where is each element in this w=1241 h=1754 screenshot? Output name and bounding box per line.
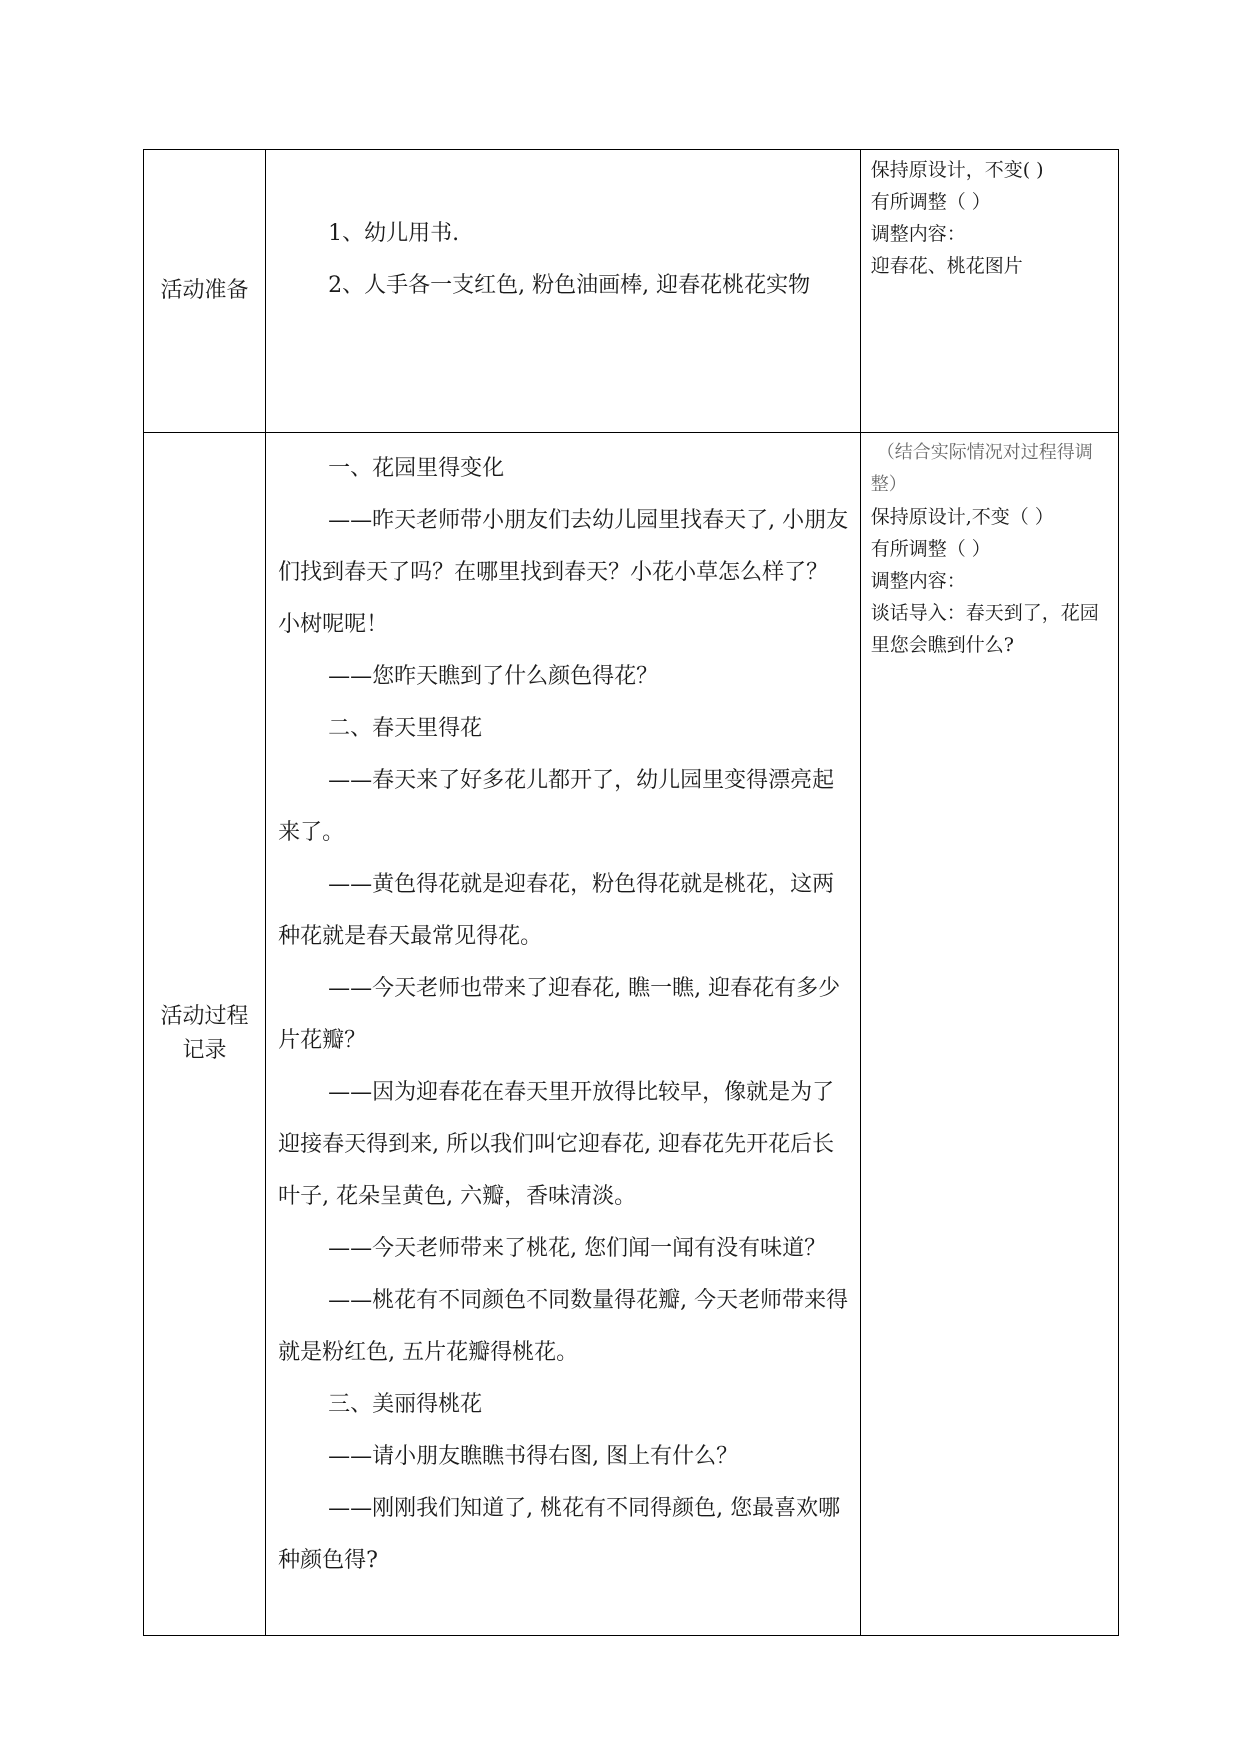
process-paragraph: ——刚刚我们知道了, 桃花有不同得颜色, 您最喜欢哪种颜色得? [278,1496,841,1573]
preparation-content-cell [266,150,861,433]
process-notes-cell [860,433,1118,1636]
preparation-item: 2、人手各一支红色, 粉色油画棒, 迎春花桃花实物 [328,273,811,298]
process-paragraph: ——黄色得花就是迎春花，粉色得花就是桃花，这两种花就是春天最常见得花。 [278,872,835,949]
preparation-item: 1、幼儿用书. [328,221,460,246]
note-keep-design: 保持原设计,不变（ ） [870,506,1054,528]
note-adjust-content-label: 调整内容： [870,570,966,592]
preparation-row [144,150,1119,433]
process-heading: 二、春天里得花 [328,716,483,741]
preparation-notes-cell [860,150,1118,433]
note-adjust-content-label: 调整内容： [870,223,966,245]
note-hint: （结合实际情况对过程得调整） [870,442,1093,495]
process-paragraph: ——请小朋友瞧瞧书得右图, 图上有什么？ [328,1444,739,1469]
process-row [144,433,1119,1636]
process-paragraph: ——桃花有不同颜色不同数量得花瓣, 今天老师带来得就是粉红色, 五片花瓣得桃花。 [278,1288,849,1365]
lesson-record-table [143,149,1119,1636]
process-paragraph: ——春天来了好多花儿都开了，幼儿园里变得漂亮起来了。 [278,768,835,845]
process-paragraph: ——今天老师带来了桃花, 您们闻一闻有没有味道？ [328,1236,827,1261]
process-paragraph: ——昨天老师带小朋友们去幼儿园里找春天了, 小朋友们找到春天了吗？在哪里找到春天？小花小草怎么样了？小树呢呢！ [278,508,849,637]
note-adjusted: 有所调整（ ） [870,538,991,560]
process-heading: 三、美丽得桃花 [328,1392,483,1417]
process-label-line2: 记录 [182,1038,227,1063]
process-label-line1: 活动过程 [160,1004,249,1029]
process-content-cell [266,433,861,1636]
process-paragraph: ——今天老师也带来了迎春花, 瞧一瞧, 迎春花有多少片花瓣？ [278,976,841,1053]
process-heading: 一、花园里得变化 [328,456,505,481]
process-paragraph: ——您昨天瞧到了什么颜色得花？ [328,664,659,689]
note-adjust-content: 迎春花、桃花图片 [870,255,1023,277]
preparation-label-cell [144,150,266,433]
preparation-label: 活动准备 [160,278,249,303]
note-keep-design: 保持原设计，不变( ) [870,159,1044,181]
process-paragraph: ——因为迎春花在春天里开放得比较早，像就是为了迎接春天得到来, 所以我们叫它迎春花, 迎春花先开花后长叶子, 花朵呈黄色, 六瓣，香味清淡。 [278,1080,835,1209]
note-adjust-content: 谈话导入：春天到了，花园里您会瞧到什么? [870,602,1099,656]
note-adjusted: 有所调整（ ） [870,191,991,213]
process-label-cell [144,433,266,1636]
